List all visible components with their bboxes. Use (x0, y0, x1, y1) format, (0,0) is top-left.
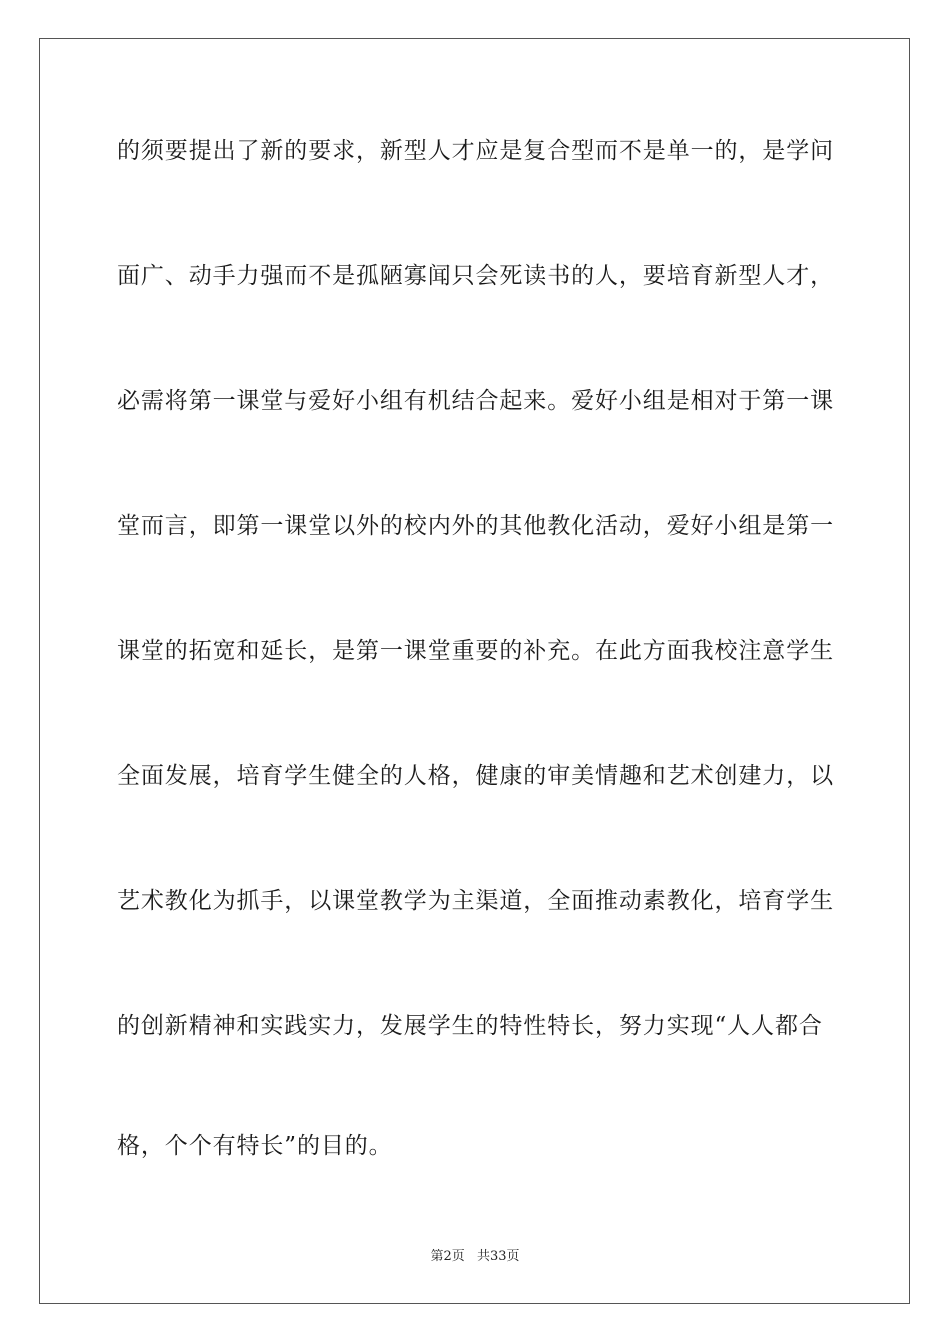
paragraph-line: 必需将第一课堂与爱好小组有机结合起来。爱好小组是相对于第一课 (117, 388, 834, 414)
paragraph-line: 课堂的拓宽和延长，是第一课堂重要的补充。在此方面我校注意学生 (117, 638, 834, 664)
paragraph-line: 格，个个有特长”的目的。 (117, 1133, 393, 1159)
paragraph-line: 全面发展，培育学生健全的人格，健康的审美情趣和艺术创建力，以 (117, 763, 834, 789)
page-number: 第2页 (430, 1249, 465, 1264)
page-total: 共33页 (476, 1249, 520, 1264)
page-border (39, 38, 910, 1304)
page-footer (0, 1248, 950, 1266)
paragraph-line: 艺术教化为抓手，以课堂教学为主渠道，全面推动素教化，培育学生 (117, 888, 834, 914)
paragraph-line: 面广、动手力强而不是孤陋寡闻只会死读书的人，要培育新型人才， (117, 263, 834, 289)
paragraph-line: 堂而言，即第一课堂以外的校内外的其他教化活动，爱好小组是第一 (117, 513, 834, 539)
paragraph-line: 的须要提出了新的要求，新型人才应是复合型而不是单一的，是学问 (117, 138, 834, 164)
paragraph-line: 的创新精神和实践实力，发展学生的特性特长，努力实现“人人都合 (117, 1013, 823, 1039)
